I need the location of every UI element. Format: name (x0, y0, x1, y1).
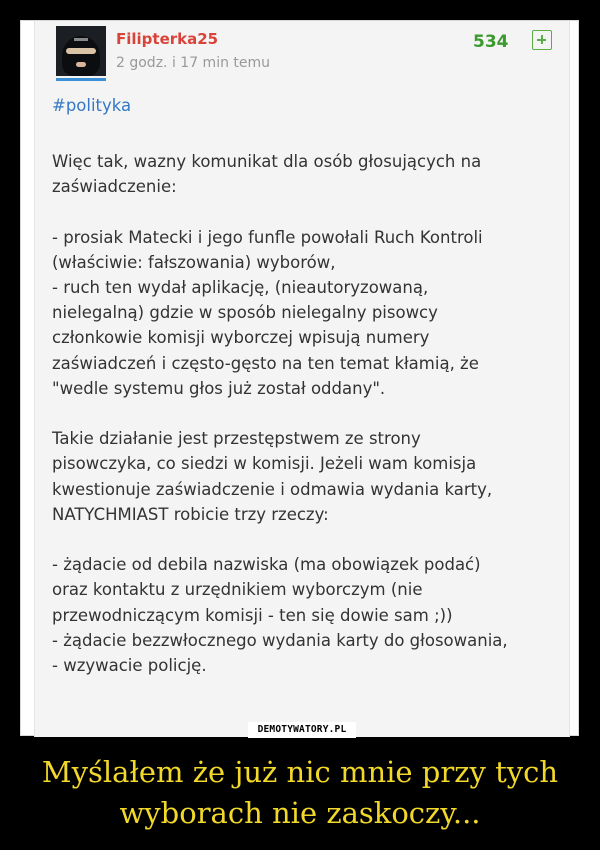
avatar-face (62, 36, 100, 76)
avatar-mouth (76, 62, 86, 67)
post-time: 2 godz. i 17 min temu (116, 55, 271, 71)
username-link[interactable]: Filipterka25 (116, 30, 219, 48)
avatar[interactable] (56, 26, 106, 76)
avatar-underline (56, 78, 106, 81)
vote-count: 534 (473, 32, 509, 52)
caption: Myślałem że już nic mnie przy tych wyborach nie zaskoczy... (41, 755, 559, 830)
plus-square-icon[interactable] (532, 30, 552, 50)
hashtag-link[interactable]: #polityka (52, 96, 132, 115)
avatar-cap-logo (74, 38, 88, 41)
screenshot-frame (20, 20, 579, 736)
post-card (34, 21, 570, 737)
post-body: Więc tak, wazny komunikat dla osób głosujących na zaświadczenie: - prosiak Matecki i jego funfle powołali Ruch Kontroli (właściwie: fałszowania) wyborów, - ruch ten wydał aplikację, (nieautoryzowaną, nielegalną) gdzie w sposób nielegalny pisowcy członkowie komisji wyborczej wpisują numery zaświadczeń i często-gęsto na ten temat kłamią, że "wedle systemu głos już został oddany". Takie działanie jest przestępstwem ze strony pisowczyka, co siedzi w komisji. Jeżeli wam komisja kwestionuje zaświadczenie i odmawia wydania karty, NATYCHMIAST robicie trzy rzeczy: - żądacie od debila nazwiska (ma obowiązek podać) oraz kontaktu z urzędnikiem wyborczym (nie przewodniczącym komisji - ten się dowie sam ;)) - żądacie bezzwłocznego wydania karty do głosowania, - wzywacie policję. (52, 152, 508, 676)
avatar-eyes (66, 48, 96, 54)
watermark: DEMOTYWATORY.PL (248, 722, 356, 738)
